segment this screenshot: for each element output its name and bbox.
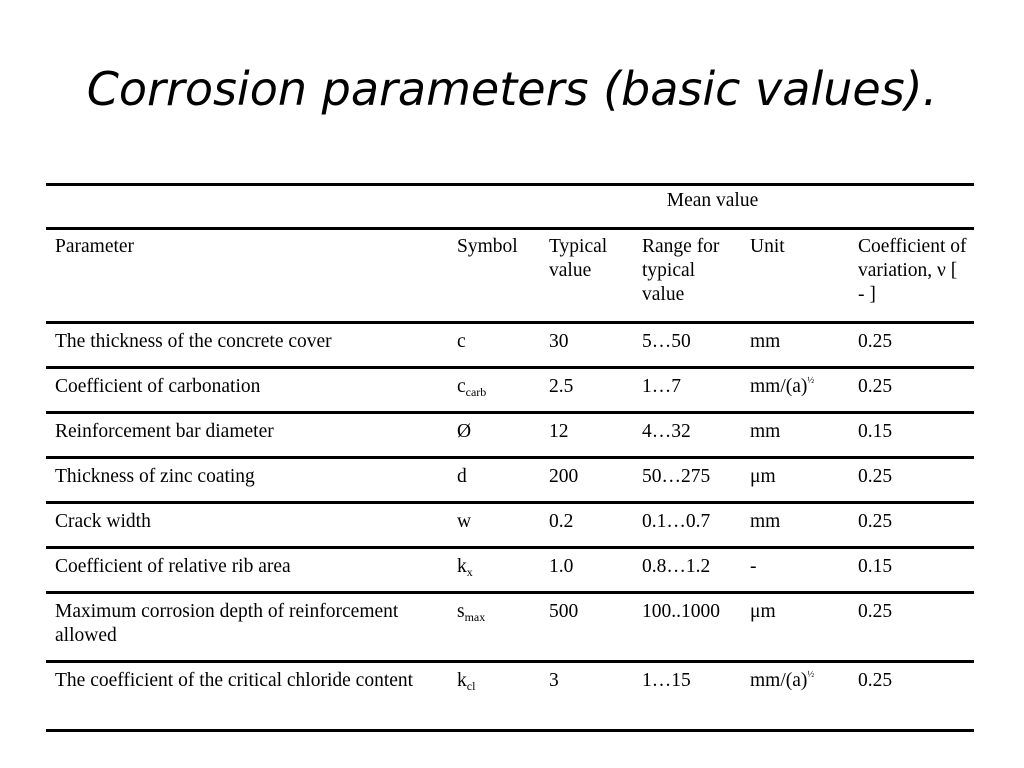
typical-value-cell: 2.5	[540, 368, 633, 413]
symbol-cell	[448, 413, 540, 458]
symbol-main: c	[457, 376, 466, 397]
unit-cell	[741, 413, 849, 458]
parameter-cell	[46, 368, 448, 413]
unit-cell	[741, 593, 849, 662]
unit-main: mm	[750, 331, 781, 352]
unit-superscript: ½	[807, 375, 815, 385]
table-row	[46, 548, 974, 593]
range-cell: 5…50	[633, 323, 741, 368]
symbol-cell	[448, 323, 540, 368]
parameter-name: Coefficient of carbonation	[55, 376, 261, 397]
table-row	[46, 368, 974, 413]
symbol-cell	[448, 458, 540, 503]
table-row	[46, 323, 974, 368]
typical-value-cell: 200	[540, 458, 633, 503]
parameter-cell	[46, 548, 448, 593]
parameter-cell	[46, 593, 448, 662]
coefficient-of-variation-cell: 0.25	[849, 368, 974, 413]
symbol-cell	[448, 368, 540, 413]
unit-main: mm	[750, 511, 781, 532]
unit-main: -	[750, 556, 757, 577]
unit-cell	[741, 458, 849, 503]
symbol-main: d	[457, 466, 467, 487]
unit-main: mm/(a)	[750, 376, 808, 397]
parameter-name: Thickness of zinc coating	[55, 466, 255, 487]
unit-main: mm	[750, 421, 781, 442]
symbol-main: w	[457, 511, 472, 532]
coefficient-of-variation-cell: 0.15	[849, 413, 974, 458]
symbol-main: k	[457, 670, 467, 691]
coefficient-of-variation-cell: 0.15	[849, 548, 974, 593]
parameter-name: The thickness of the concrete cover	[55, 331, 332, 352]
table-row	[46, 458, 974, 503]
header-parameter: Parameter	[46, 229, 448, 323]
parameter-cell	[46, 323, 448, 368]
range-cell: 100..1000	[633, 593, 741, 662]
symbol-main: Ø	[457, 421, 472, 442]
symbol-subscript: x	[466, 565, 473, 579]
range-cell: 50…275	[633, 458, 741, 503]
unit-cell	[741, 503, 849, 548]
mean-value-header-row	[46, 185, 974, 229]
header-unit: Unit	[741, 229, 849, 323]
table-row	[46, 413, 974, 458]
symbol-main: k	[457, 556, 467, 577]
coefficient-of-variation-cell: 0.25	[849, 503, 974, 548]
range-cell: 0.8…1.2	[633, 548, 741, 593]
unit-cell	[741, 548, 849, 593]
table-row	[46, 662, 974, 731]
parameter-name: Maximum corrosion depth of reinforcement allowed	[55, 601, 399, 646]
coefficient-of-variation-cell: 0.25	[849, 458, 974, 503]
parameter-cell	[46, 413, 448, 458]
typical-value-cell: 0.2	[540, 503, 633, 548]
typical-value-cell: 12	[540, 413, 633, 458]
symbol-cell	[448, 548, 540, 593]
typical-value-cell: 3	[540, 662, 633, 731]
column-header-row	[46, 229, 974, 323]
range-cell: 1…7	[633, 368, 741, 413]
symbol-main: s	[457, 601, 465, 622]
unit-main: mm/(a)	[750, 670, 808, 691]
parameter-name: Reinforcement bar diameter	[55, 421, 274, 442]
coefficient-of-variation-cell: 0.25	[849, 662, 974, 731]
parameters-table	[46, 183, 974, 732]
table-body	[46, 323, 974, 731]
range-cell: 0.1…0.7	[633, 503, 741, 548]
unit-superscript: ½	[807, 669, 815, 679]
coefficient-of-variation-cell: 0.25	[849, 323, 974, 368]
typical-value-cell: 1.0	[540, 548, 633, 593]
header-range: Range for typical value	[633, 229, 741, 323]
parameter-cell	[46, 503, 448, 548]
parameter-cell	[46, 662, 448, 731]
table-row	[46, 503, 974, 548]
unit-cell	[741, 662, 849, 731]
header-symbol: Symbol	[448, 229, 540, 323]
symbol-subscript: carb	[465, 385, 487, 399]
unit-main: μm	[750, 466, 776, 487]
header-typical-value: Typical value	[540, 229, 633, 323]
parameter-cell	[46, 458, 448, 503]
unit-cell	[741, 368, 849, 413]
unit-cell	[741, 323, 849, 368]
typical-value-cell: 30	[540, 323, 633, 368]
symbol-subscript: cl	[466, 679, 476, 693]
coefficient-of-variation-cell: 0.25	[849, 593, 974, 662]
empty-header-cell	[46, 185, 448, 229]
parameter-name: Coefficient of relative rib area	[55, 556, 291, 577]
mean-value-header: Mean value	[448, 185, 974, 229]
parameter-name: The coefficient of the critical chloride content	[55, 670, 414, 691]
symbol-subscript: max	[464, 610, 486, 624]
slide-title: Corrosion parameters (basic values).	[86, 62, 938, 116]
header-coefficient-of-variation: Coefficient of variation, ν [ - ]	[849, 229, 974, 323]
table-row	[46, 593, 974, 662]
symbol-main: c	[457, 331, 466, 352]
symbol-cell	[448, 503, 540, 548]
parameter-name: Crack width	[55, 511, 151, 532]
symbol-cell	[448, 662, 540, 731]
symbol-cell	[448, 593, 540, 662]
range-cell: 4…32	[633, 413, 741, 458]
unit-main: μm	[750, 601, 776, 622]
typical-value-cell: 500	[540, 593, 633, 662]
range-cell: 1…15	[633, 662, 741, 731]
